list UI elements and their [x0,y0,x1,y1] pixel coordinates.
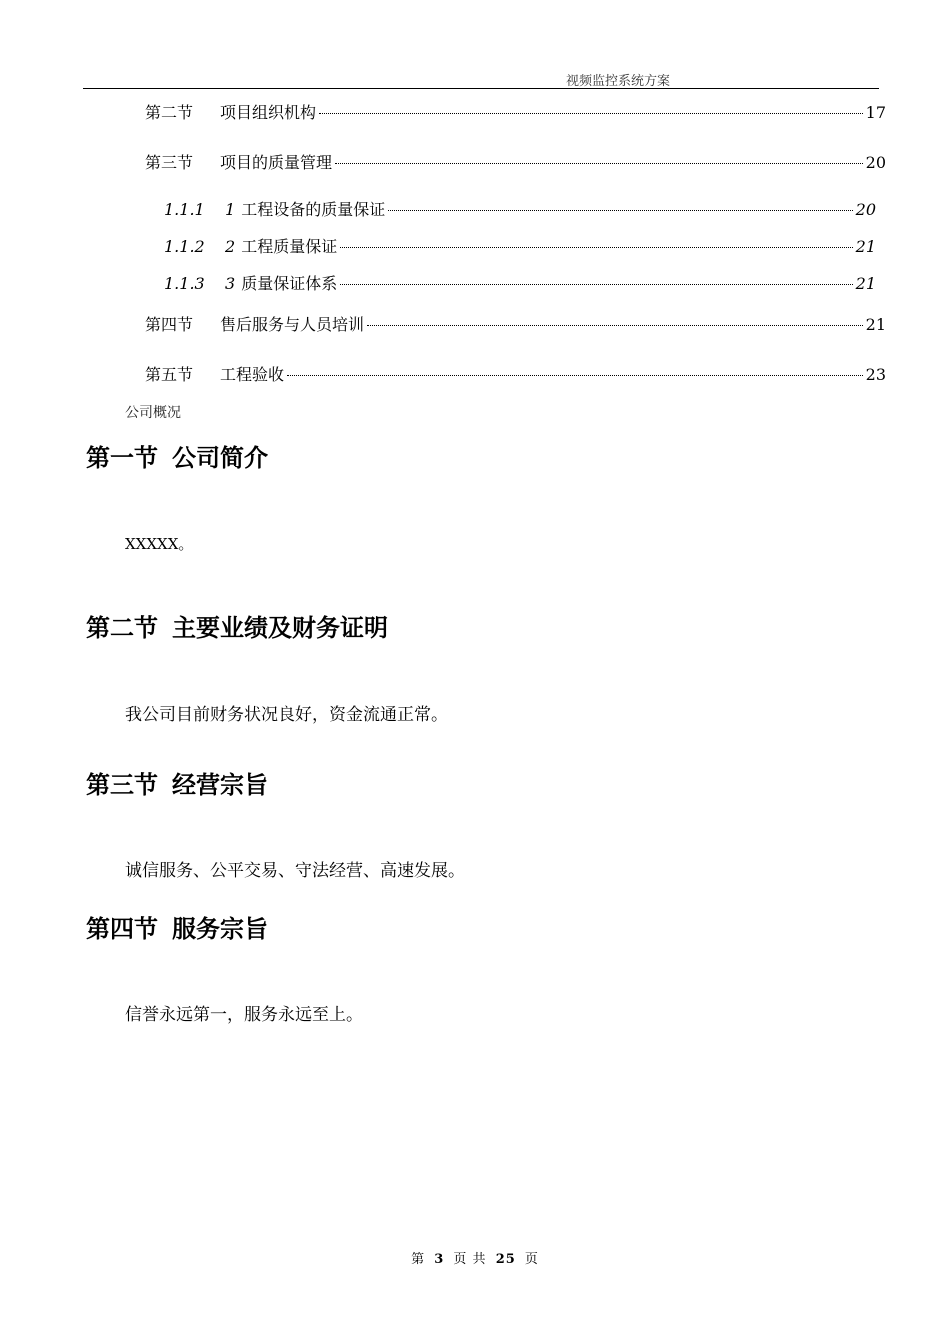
section-body: 我公司目前财务状况良好，资金流通正常。 [125,705,448,725]
section-title: 主要业绩及财务证明 [172,614,388,642]
section-body: XXXXX。 [125,535,194,553]
toc-title: 售后服务与人员培训 [220,315,365,334]
section-heading [86,909,268,944]
toc-title [225,234,337,257]
section-heading [86,765,268,800]
section-title: 经营宗旨 [172,771,268,799]
toc-subentry[interactable] [164,197,876,220]
toc-prefix: 1 [225,200,236,219]
toc-title: 工程验收 [220,365,285,384]
toc-leader [340,284,852,285]
page-footer [0,1248,950,1267]
toc-entry[interactable] [145,312,886,335]
chapter-label: 公司概况 [125,405,181,421]
section-heading [86,438,268,473]
section-number: 第三节 [86,771,158,799]
footer-prefix: 第 [411,1252,426,1267]
toc-title [225,197,385,220]
toc-number: 1.1.3 [164,274,205,293]
toc-title: 项目的质量管理 [220,153,333,172]
toc-title [225,271,337,294]
toc-page: 20 [865,153,886,172]
toc-page: 21 [865,315,886,334]
toc-prefix: 2 [225,237,236,256]
toc-page: 17 [865,103,886,122]
footer-total-pages: 25 [495,1252,516,1267]
header-rule [83,88,879,89]
footer-current-page: 3 [434,1252,445,1267]
toc-leader [388,210,852,211]
toc-subentry[interactable] [164,271,876,294]
toc-title-text: 工程设备的质量保证 [241,200,386,219]
section-title: 公司简介 [172,444,268,472]
section-title: 服务宗旨 [172,915,268,943]
toc-leader [287,375,863,376]
toc-leader [319,113,863,114]
toc-prefix: 3 [225,274,236,293]
toc-number: 1.1.1 [164,200,205,219]
toc-leader [335,163,863,164]
section-body: 信誉永远第一，服务永远至上。 [125,1005,363,1025]
footer-suffix: 页 [524,1252,539,1267]
toc-leader [367,325,863,326]
toc-page: 21 [855,237,876,256]
toc-number: 第四节 [145,315,194,334]
toc-page: 23 [865,365,886,384]
toc-page: 21 [855,274,876,293]
toc-entry[interactable] [145,362,886,385]
toc-title-text: 质量保证体系 [241,274,338,293]
toc-title: 项目组织机构 [220,103,317,122]
toc-number: 第五节 [145,365,194,384]
toc-number: 第三节 [145,153,194,172]
toc-entry[interactable] [145,150,886,173]
section-body: 诚信服务、公平交易、守法经营、高速发展。 [125,861,465,881]
toc-number: 1.1.2 [164,237,205,256]
page-header-title: 视频监控系统方案 [566,74,671,89]
section-number: 第一节 [86,444,158,472]
toc-title-text: 工程质量保证 [241,237,338,256]
section-number: 第二节 [86,614,158,642]
toc-subentry[interactable] [164,234,876,257]
section-number: 第四节 [86,915,158,943]
toc-number: 第二节 [145,103,194,122]
section-heading [86,608,388,643]
footer-middle: 页 共 [453,1252,487,1267]
toc-leader [340,247,852,248]
toc-entry[interactable] [145,100,886,123]
toc-page: 20 [855,200,876,219]
